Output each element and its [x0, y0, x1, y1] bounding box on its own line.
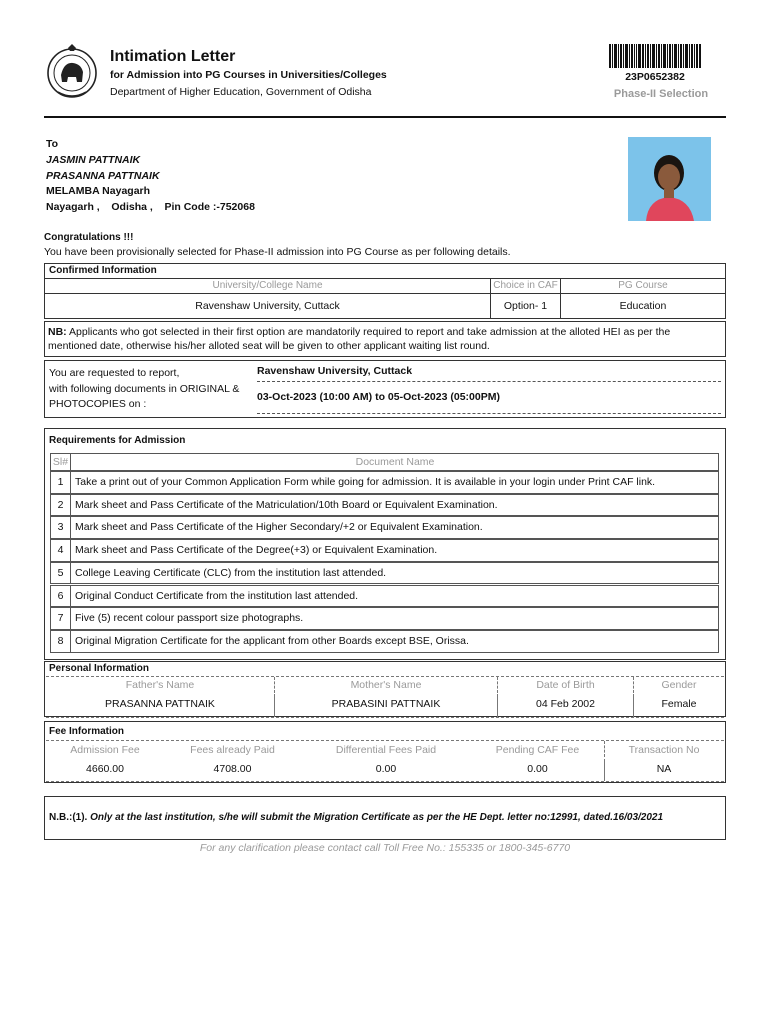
document-name: Mark sheet and Pass Certificate of the Higher Secondary/+2 or Equivalent Examination.	[75, 521, 483, 534]
gender-value: Female	[661, 698, 697, 710]
row-number: 1	[51, 472, 71, 493]
column-divider	[633, 694, 634, 717]
pending-caf-fee-value: 0.00	[527, 763, 548, 775]
column-divider	[274, 677, 275, 693]
fee-table	[46, 740, 724, 782]
requirements-title: Requirements for Admission	[49, 435, 186, 446]
table-row	[50, 585, 719, 608]
phase-label: Phase-II Selection	[613, 88, 709, 100]
migration-note-text: Only at the last institution, s/he will submit the Migration Certificate as per the HE Dept. letter no:12991, dated.16/03/2021	[90, 812, 664, 823]
document-header: Document Name	[355, 456, 435, 468]
document-name: College Leaving Certificate (CLC) from the institution last attended.	[75, 566, 387, 579]
mother-name-value: PRABASINI PATTNAIK	[331, 698, 441, 710]
column-divider	[633, 677, 634, 693]
odisha-emblem-icon	[44, 42, 100, 104]
table-row	[50, 562, 719, 585]
column-divider	[274, 694, 275, 717]
application-number: 23P0652382	[625, 71, 685, 83]
row-number: 5	[51, 563, 71, 584]
column-divider	[604, 759, 605, 781]
migration-note	[44, 796, 726, 840]
personal-information-box	[44, 661, 726, 717]
course-value: Education	[560, 293, 725, 318]
report-box	[44, 360, 726, 418]
confirmed-table	[45, 278, 725, 319]
row-number: 8	[51, 631, 71, 652]
candidate-photo	[628, 137, 711, 221]
personal-information-title: Personal Information	[49, 663, 150, 674]
report-line-1: You are requested to report,	[49, 367, 180, 379]
report-dates: 03-Oct-2023 (10:00 AM) to 05-Oct-2023 (05:00PM)	[257, 389, 721, 414]
row-number: 6	[51, 586, 71, 607]
pending-caf-fee-header: Pending CAF Fee	[495, 744, 580, 756]
migration-note-label: N.B.:(1).	[49, 812, 91, 823]
address-line-2: Nayagarh , Odisha , Pin Code :-752068	[46, 201, 255, 214]
address-line-1: MELAMBA Nayagarh	[46, 185, 151, 198]
table-row	[50, 630, 719, 653]
provisional-selection-text: You have been provisionally selected for Phase-II admission into PG Course as per following details.	[44, 246, 511, 258]
report-line-3: PHOTOCOPIES on :	[49, 398, 147, 410]
page-subtitle: for Admission into PG Courses in Universities/Colleges	[110, 69, 387, 81]
gender-header: Gender	[661, 679, 697, 691]
row-number: 7	[51, 608, 71, 629]
table-row	[50, 607, 719, 630]
dob-header: Date of Birth	[536, 679, 595, 691]
dob-value: 04 Feb 2002	[536, 698, 595, 710]
admission-fee-header: Admission Fee	[70, 744, 140, 756]
row-number: 4	[51, 540, 71, 561]
report-line-2: with following documents in ORIGINAL &	[49, 382, 240, 395]
row-number: 2	[51, 495, 71, 516]
column-divider	[497, 677, 498, 693]
table-row	[50, 471, 719, 494]
nb-label: NB:	[48, 326, 67, 338]
sl-header: Sl#	[51, 454, 71, 470]
differential-fees-value: 0.00	[375, 763, 397, 775]
row-number: 3	[51, 517, 71, 538]
department-name: Department of Higher Education, Government of Odisha	[110, 86, 372, 98]
col-choice-header: Choice in CAF	[490, 279, 560, 293]
admission-fee-value: 4660.00	[86, 763, 124, 775]
col-course-header: PG Course	[560, 279, 725, 293]
differential-fees-header: Differential Fees Paid	[335, 744, 437, 756]
father-name-header: Father's Name	[125, 679, 195, 691]
choice-value: Option- 1	[490, 293, 560, 318]
document-name: Original Migration Certificate for the applicant from other Boards except BSE, Orissa.	[75, 634, 469, 647]
document-name: Take a print out of your Common Application Form while going for admission. It is available in your login under Print CAF link.	[75, 476, 656, 488]
document-name: Five (5) recent colour passport size photographs.	[75, 612, 304, 625]
column-divider	[604, 741, 605, 757]
col-university-header: University/College Name	[212, 280, 323, 291]
fees-paid-header: Fees already Paid	[190, 744, 275, 756]
fees-paid-value: 4708.00	[213, 763, 252, 775]
report-institution: Ravenshaw University, Cuttack	[257, 365, 721, 382]
barcode-icon	[609, 44, 701, 68]
column-divider	[497, 694, 498, 717]
table-row	[50, 539, 719, 562]
page-title: Intimation Letter	[110, 48, 236, 65]
document-name: Mark sheet and Pass Certificate of the Degree(+3) or Equivalent Examination.	[75, 544, 438, 557]
toll-free-contact: For any clarification please contact call Toll Free No.: 155335 or 1800-345-6770	[199, 842, 571, 854]
transaction-no-header: Transaction No	[628, 744, 700, 756]
table-row	[50, 494, 719, 517]
congratulations-text: Congratulations !!!	[44, 232, 134, 243]
table-row	[50, 516, 719, 539]
university-value: Ravenshaw University, Cuttack	[45, 293, 490, 318]
document-name: Mark sheet and Pass Certificate of the Matriculation/10th Board or Equivalent Examination.	[75, 498, 498, 511]
personal-table	[46, 676, 724, 718]
father-name-value: PRASANNA PATTNAIK	[105, 698, 215, 710]
candidate-name: JASMIN PATTNAIK	[46, 153, 141, 166]
header-divider	[44, 116, 726, 118]
confirmed-information-title: Confirmed Information	[49, 265, 157, 276]
report-instructions	[49, 366, 239, 413]
fee-information-title: Fee Information	[49, 726, 125, 737]
nb-text: Applicants who got selected in their first option are mandatorily required to report and take admission at the alloted HEI as per the mentioned date, otherwise his/her alloted seat will be given to other applicant waiting list round.	[48, 326, 671, 352]
document-name: Original Conduct Certificate from the institution last attended.	[75, 589, 359, 602]
fee-information-box	[44, 721, 726, 783]
address-to: To	[46, 138, 59, 150]
recipient-address	[46, 137, 255, 216]
guardian-name: PRASANNA PATTNAIK	[46, 169, 160, 182]
requirements-header-row	[50, 453, 719, 471]
mother-name-header: Mother's Name	[350, 679, 422, 691]
nb-notice	[44, 321, 726, 357]
transaction-no-value: NA	[656, 763, 672, 775]
